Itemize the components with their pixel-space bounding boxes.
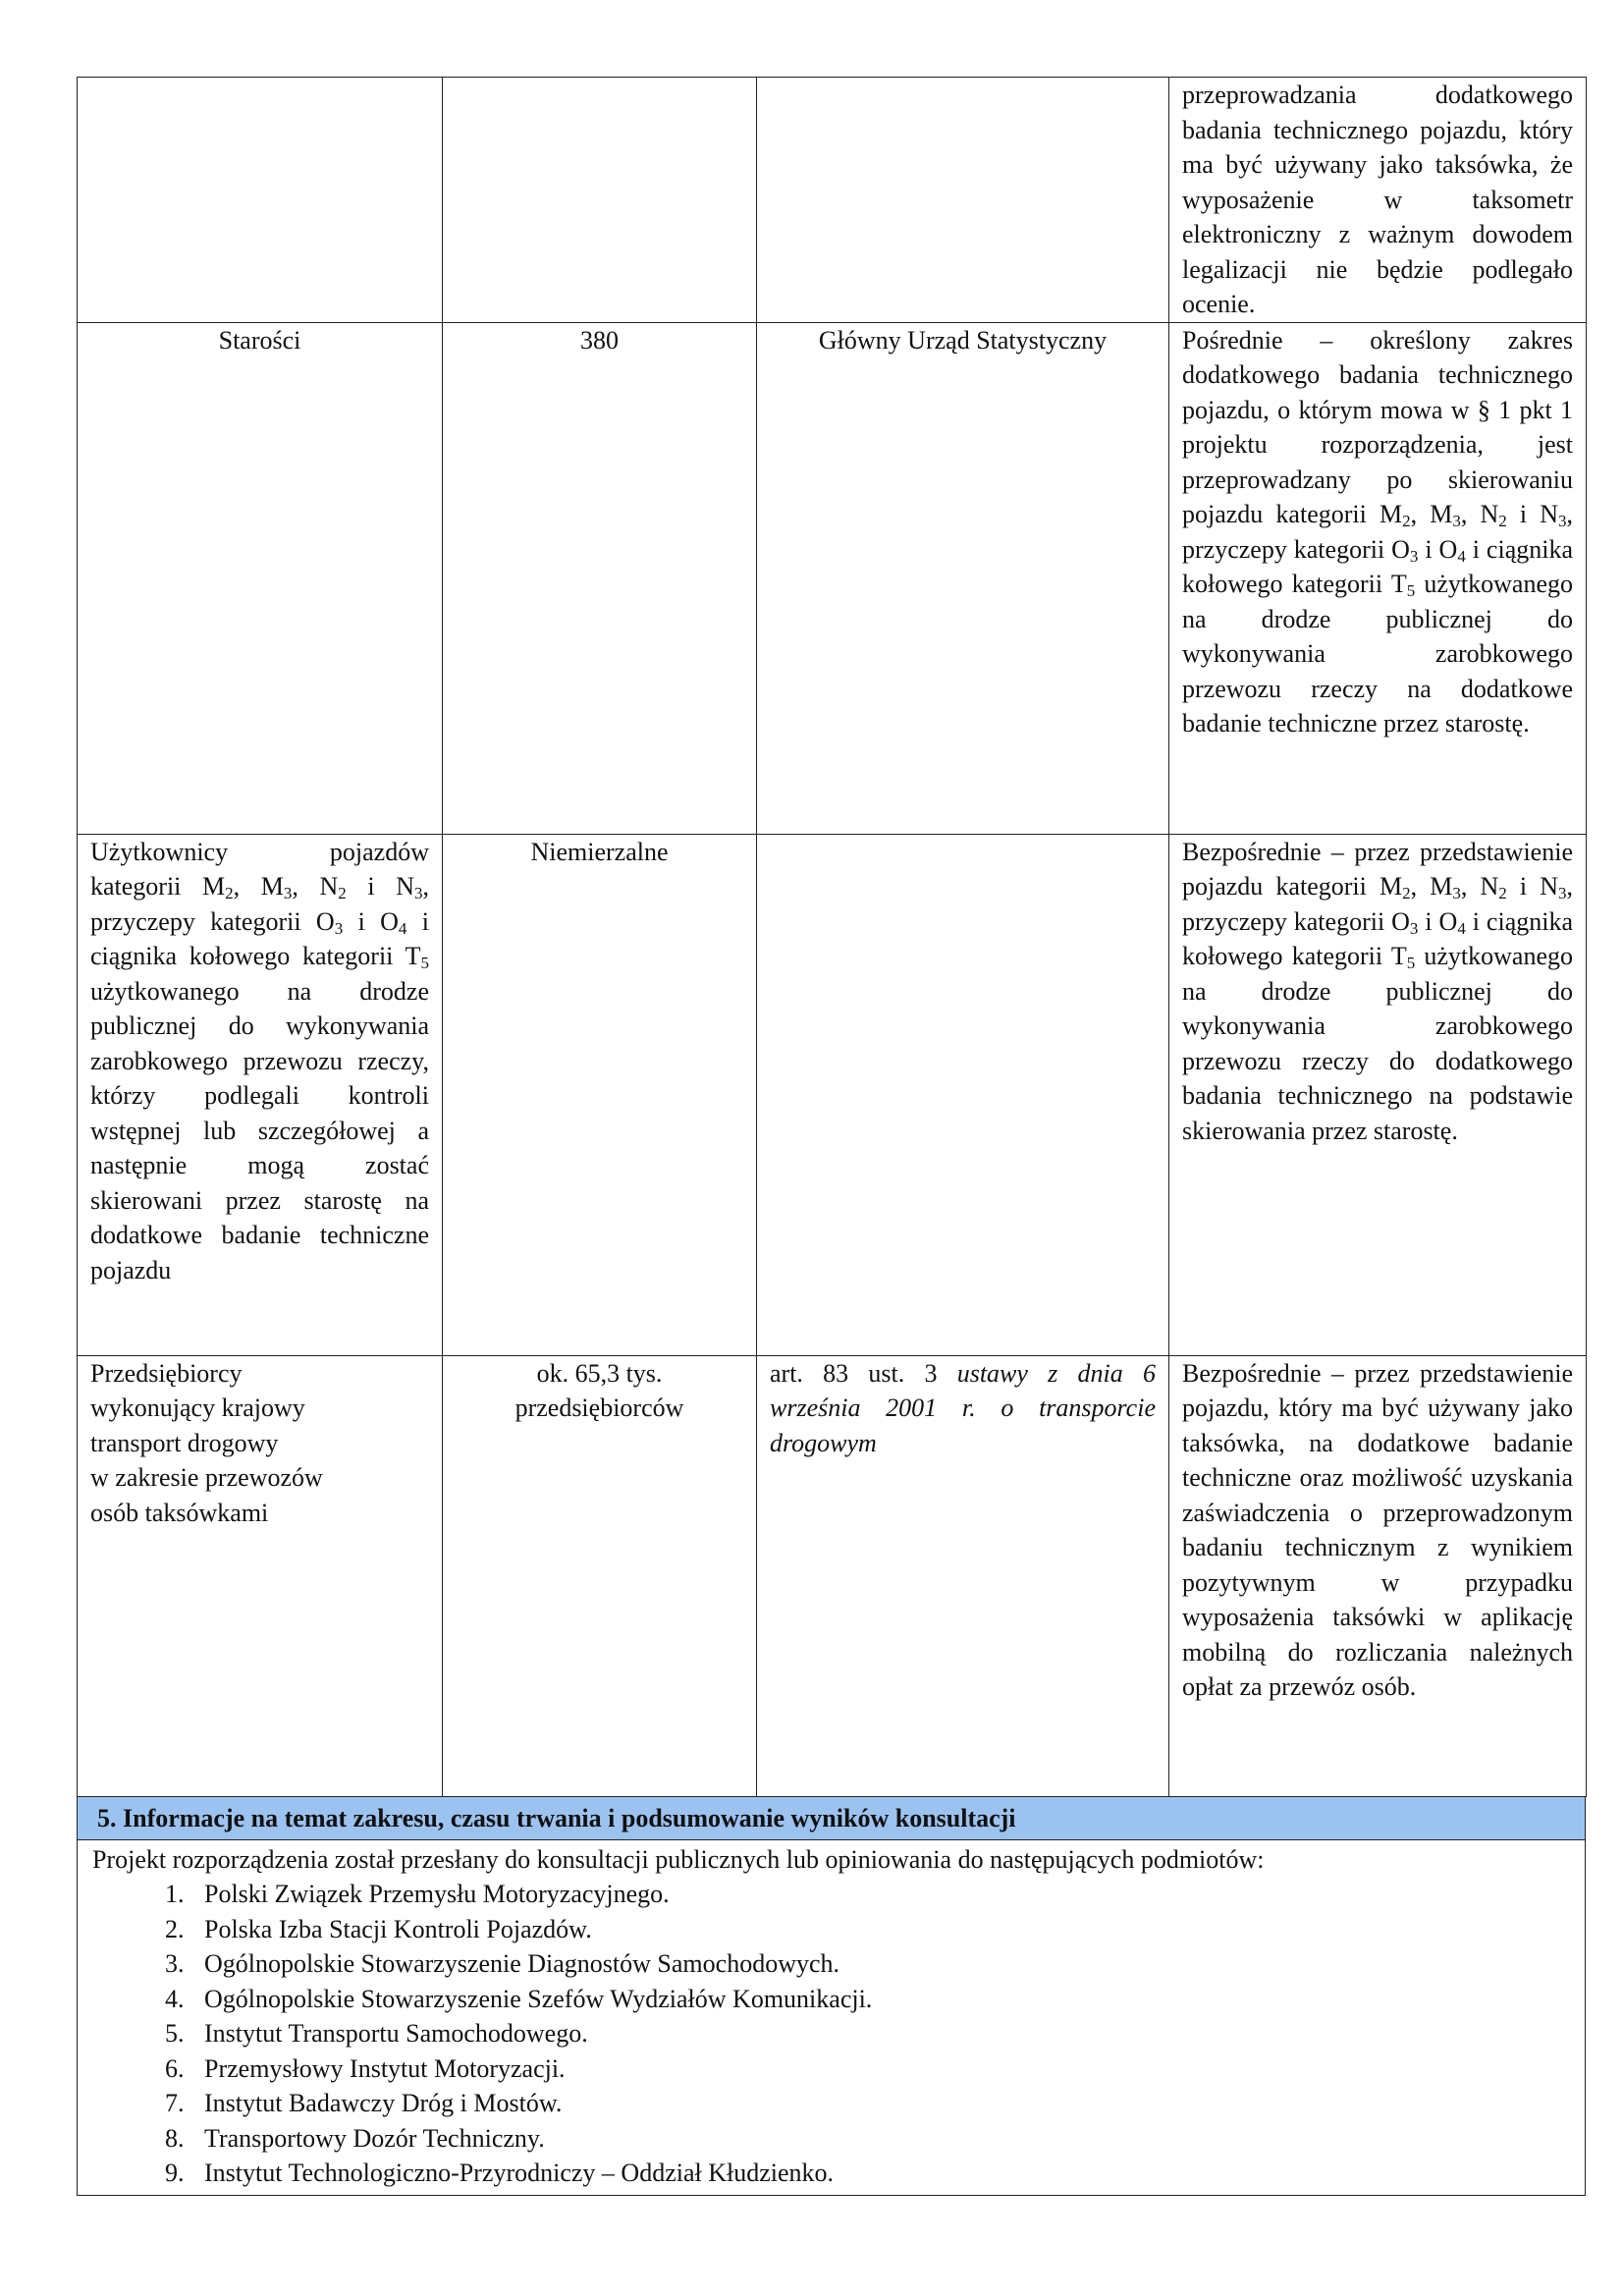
- impact-cell: Bezpośrednie – przez przedstawienie pojazdu kategorii $M_2$, $M_3$, $N_2$ i $N_3$, przyczepy kategorii $O_3$ i $O_4$ i ciągnika kołowego kategorii $T_5$ użytkowanego na drodze publicznej do wykonywania zarobkowego przewozu rzeczy do dodatkowego badania technicznego na podstawie skierowania przez starostę.: [1169, 834, 1587, 1355]
- size-cell: Niemierzalne: [443, 834, 757, 1355]
- table-row: [78, 78, 1587, 323]
- list-item: 9. Instytut Technologiczno-Przyrodniczy – Oddział Kłudzienko.: [190, 2156, 1570, 2191]
- list-item: 6. Przemysłowy Instytut Motoryzacji.: [190, 2051, 1570, 2087]
- document-page: [77, 77, 1586, 2196]
- table-row: [78, 1355, 1587, 1796]
- section-body: [78, 1840, 1585, 2195]
- list-item: 8. Transportowy Dozór Techniczny.: [190, 2121, 1570, 2157]
- list-item: 2. Polska Izba Stacji Kontroli Pojazdów.: [190, 1912, 1570, 1947]
- section-title: 5. Informacje na temat zakresu, czasu trwania i podsumowanie wyników konsultacji: [78, 1797, 1585, 1840]
- list-item: 4. Ogólnopolskie Stowarzyszenie Szefów Wydziałów Komunikacji.: [190, 1982, 1570, 2017]
- impact-cell: Pośrednie – określony zakres dodatkowego badania technicznego pojazdu, o którym mowa w § 1 pkt 1 projektu rozporządzenia, jest przeprowadzany po skierowaniu pojazdu kategorii $M_2$, $M_3$, $N_2$ i $N_3$, przyczepy kategorii $O_3$ i $O_4$ i ciągnika kołowego kategorii $T_5$ użytkowanego na drodze publicznej do wykonywania zarobkowego przewozu rzeczy na dodatkowe badanie techniczne przez starostę.: [1169, 322, 1587, 834]
- impact-cell: przeprowadzania dodatkowego badania technicznego pojazdu, który ma być używany jako taksówka, że wyposażenie w taksometr elektroniczny z ważnym dowodem legalizacji nie będzie podlegało ocenie.: [1169, 78, 1587, 323]
- source-cell: [757, 834, 1169, 1355]
- impact-cell: Bezpośrednie – przez przedstawienie pojazdu, który ma być używany jako taksówka, na dodatkowe badanie techniczne oraz możliwość uzyskania zaświadczenia o przeprowadzonym badaniu technicznym z wynikiem pozytywnym w przypadku wyposażenia taksówki w aplikację mobilną do rozliczania należnych opłat za przewóz osób.: [1169, 1355, 1587, 1796]
- impact-table: [77, 77, 1587, 1797]
- table-row: [78, 834, 1587, 1355]
- list-item: 1. Polski Związek Przemysłu Motoryzacyjnego.: [190, 1877, 1570, 1912]
- consultation-section: [77, 1797, 1586, 2196]
- list-item: 7. Instytut Badawczy Dróg i Mostów.: [190, 2086, 1570, 2121]
- source-cell: Główny Urząd Statystyczny: [757, 322, 1169, 834]
- table-row: [78, 322, 1587, 834]
- list-item: 3. Ogólnopolskie Stowarzyszenie Diagnostów Samochodowych.: [190, 1946, 1570, 1982]
- section-intro: Projekt rozporządzenia został przesłany do konsultacji publicznych lub opiniowania do następujących podmiotów:: [92, 1844, 1265, 1874]
- consulted-entities-list: [92, 1877, 1570, 2191]
- source-cell: art. 83 ust. 3 ustawy z dnia 6 września 2001 r. o transporcie drogowym: [757, 1355, 1169, 1796]
- size-cell: 380: [443, 322, 757, 834]
- size-cell: ok. 65,3 tys. przedsiębiorców: [443, 1355, 757, 1796]
- group-cell: Przedsiębiorcy wykonujący krajowy transport drogowy w zakresie przewozów osób taksówkami: [78, 1355, 443, 1796]
- group-cell: Użytkownicy pojazdów kategorii $M_2$, $M_3$, $N_2$ i $N_3$, przyczepy kategorii $O_3$ i $O_4$ i ciągnika kołowego kategorii $T_5$ użytkowanego na drodze publicznej do wykonywania zarobkowego przewozu rzeczy, którzy podlegali kontroli wstępnej lub szczegółowej a następnie mogą zostać skierowani przez starostę na dodatkowe badanie techniczne pojazdu: [78, 834, 443, 1355]
- group-cell: [78, 78, 443, 323]
- source-cell: [757, 78, 1169, 323]
- group-cell: Starości: [78, 322, 443, 834]
- list-item: 5. Instytut Transportu Samochodowego.: [190, 2016, 1570, 2051]
- size-cell: [443, 78, 757, 323]
